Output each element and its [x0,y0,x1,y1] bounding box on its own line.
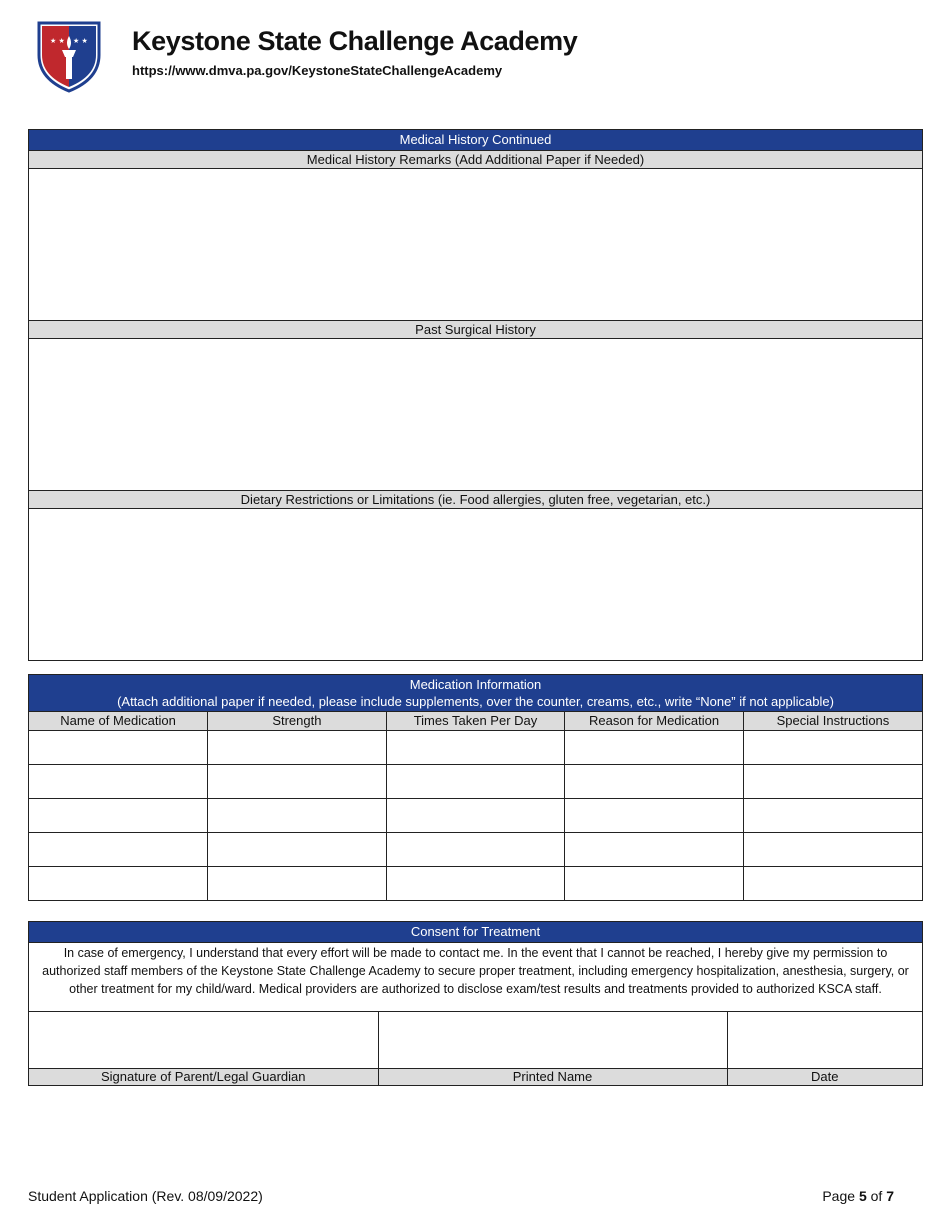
printed-name-field[interactable] [378,1012,727,1068]
medical-history-section [28,129,923,661]
times-per-day-cell[interactable] [386,730,565,764]
svg-text:★ ★: ★ ★ [50,37,65,45]
reason-cell[interactable] [565,866,744,900]
form-revision: Student Application (Rev. 08/09/2022) [28,1188,263,1204]
column-header: Name of Medication [29,712,208,730]
medication-name-cell[interactable] [29,764,208,798]
torch-shield-icon [35,19,103,93]
table-row [29,798,922,832]
strength-cell[interactable] [208,730,387,764]
guardian-signature-field[interactable] [29,1012,378,1068]
special-instructions-cell[interactable] [743,866,922,900]
column-header: Reason for Medication [565,712,744,730]
medical-remarks-field[interactable] [29,169,922,321]
page-header [32,18,912,94]
special-instructions-cell[interactable] [743,764,922,798]
medication-name-cell[interactable] [29,866,208,900]
page-current: 5 [858,1188,867,1204]
reason-cell[interactable] [565,764,744,798]
section-title: Medical History Continued [29,130,922,151]
special-instructions-cell[interactable] [743,798,922,832]
medication-name-cell[interactable] [29,798,208,832]
org-url[interactable]: https://www.dmva.pa.gov/KeystoneStateChallengeAcademy [132,63,503,78]
special-instructions-cell[interactable] [743,730,922,764]
times-per-day-cell[interactable] [386,832,565,866]
strength-cell[interactable] [208,866,387,900]
org-name: Keystone State Challenge Academy [132,26,578,56]
dietary-restrictions-field[interactable] [29,509,922,660]
surgical-history-label: Past Surgical History [29,321,922,339]
reason-cell[interactable] [565,798,744,832]
special-instructions-cell[interactable] [743,832,922,866]
strength-cell[interactable] [208,832,387,866]
column-header: Strength [208,712,387,730]
table-row [29,866,922,900]
column-header: Times Taken Per Day [386,712,565,730]
medication-section [28,674,923,901]
times-per-day-cell[interactable] [386,798,565,832]
reason-cell[interactable] [565,730,744,764]
page-prefix: Page [822,1188,856,1204]
svg-text:★ ★: ★ ★ [73,37,88,45]
date-label: Date [727,1068,922,1085]
dietary-restrictions-label: Dietary Restrictions or Limitations (ie. Food allergies, gluten free, vegetarian, etc.) [29,491,922,509]
column-header: Special Instructions [743,712,922,730]
table-row [29,764,922,798]
surgical-history-field[interactable] [29,339,922,491]
signature-table [29,1012,922,1085]
table-row [29,832,922,866]
page-total: 7 [886,1188,894,1204]
strength-cell[interactable] [208,798,387,832]
medication-table [29,712,922,900]
consent-title: Consent for Treatment [29,922,922,943]
table-row [29,730,922,764]
medication-subtitle: (Attach additional paper if needed, please include supplements, over the counter, creams, etc., write “None” if not applicable) [117,694,834,709]
guardian-signature-label: Signature of Parent/Legal Guardian [29,1068,378,1085]
signature-labels-row [29,1068,922,1085]
medication-name-cell[interactable] [29,832,208,866]
strength-cell[interactable] [208,764,387,798]
medication-title-bar [29,675,922,712]
times-per-day-cell[interactable] [386,764,565,798]
medical-remarks-label: Medical History Remarks (Add Additional Paper if Needed) [29,151,922,169]
page-sep: of [870,1188,883,1204]
medication-title: Medication Information [409,677,542,692]
date-field[interactable] [727,1012,922,1068]
consent-text: In case of emergency, I understand that every effort will be made to contact me. In the event that I cannot be reached, I hereby give my permission to authorized staff members of the Keystone State Challenge Academy to secure proper treatment, including emergency hospitalization, anesthesia, surgery, or other treatment for my child/ward. Medical providers are authorized to disclose exam/test results and treatments provided to authorized KSCA staff. [29,943,922,1012]
page-number [822,1188,894,1204]
printed-name-label: Printed Name [378,1068,727,1085]
signature-fields-row [29,1012,922,1068]
table-header-row [29,712,922,730]
consent-section [28,921,923,1086]
times-per-day-cell[interactable] [386,866,565,900]
reason-cell[interactable] [565,832,744,866]
medication-name-cell[interactable] [29,730,208,764]
